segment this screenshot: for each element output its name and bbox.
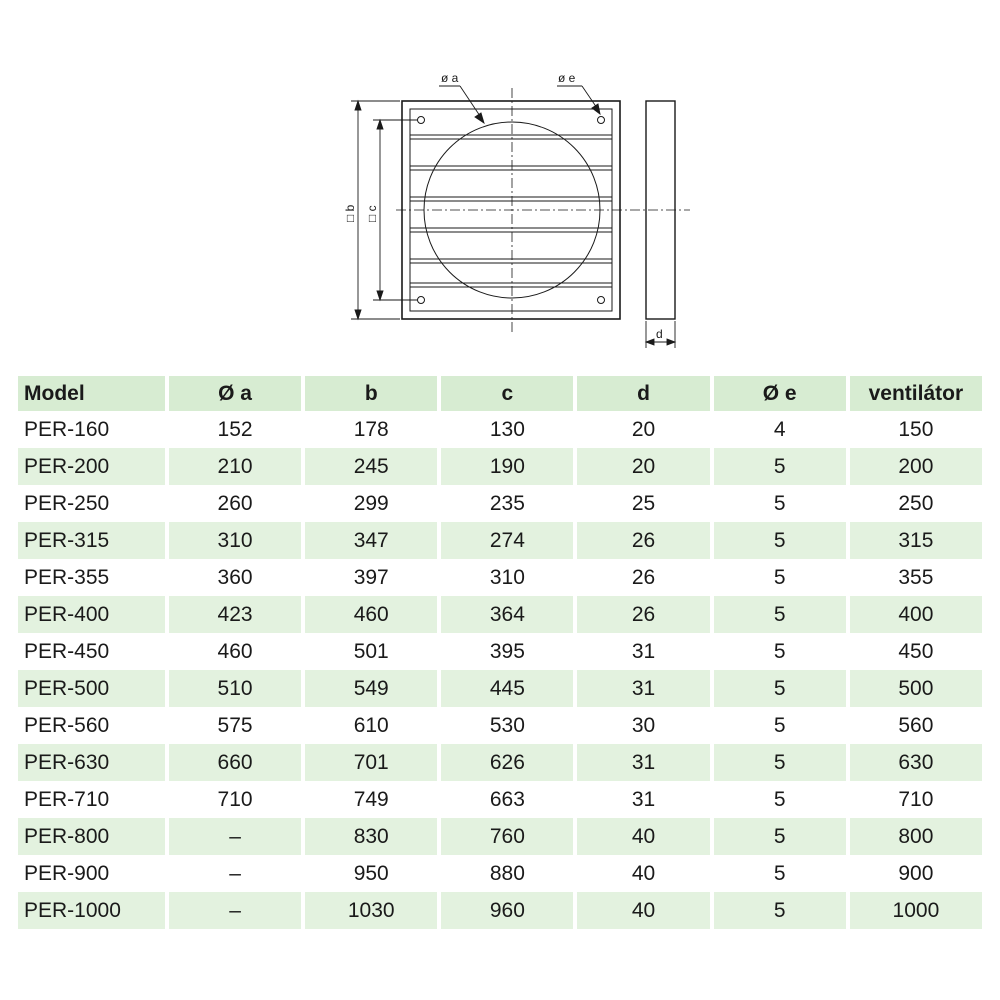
table-cell: 460 bbox=[217, 639, 253, 663]
table-cell: 40 bbox=[577, 818, 709, 855]
table-row bbox=[18, 596, 982, 633]
table-cell: 400 bbox=[850, 596, 982, 633]
header-b: b bbox=[305, 376, 437, 411]
table-cell: 5 bbox=[714, 670, 846, 707]
table-cell: PER-450 bbox=[24, 639, 110, 663]
table-cell: 575 bbox=[217, 713, 253, 737]
table-cell: 299 bbox=[353, 491, 389, 515]
table-cell: 5 bbox=[773, 787, 786, 811]
table-cell: 960 bbox=[441, 892, 573, 929]
table-cell: 20 bbox=[631, 417, 656, 441]
table-cell: 710 bbox=[217, 787, 253, 811]
table-row bbox=[18, 411, 982, 448]
table-row bbox=[18, 744, 982, 781]
header-d: d bbox=[577, 376, 709, 411]
table-cell: PER-400 bbox=[18, 596, 165, 633]
table-row bbox=[18, 707, 982, 744]
table-cell: PER-500 bbox=[18, 670, 165, 707]
table-cell: 190 bbox=[441, 448, 573, 485]
label-d: d bbox=[656, 327, 663, 341]
table-cell: 710 bbox=[898, 787, 934, 811]
table-cell: 1000 bbox=[850, 892, 982, 929]
table-row bbox=[18, 818, 982, 855]
table-cell: 4 bbox=[773, 417, 786, 441]
table-cell: 423 bbox=[169, 596, 301, 633]
table-cell: 30 bbox=[631, 713, 656, 737]
grille-dimension-diagram bbox=[330, 60, 700, 360]
table-cell: 1030 bbox=[305, 892, 437, 929]
table-cell: PER-630 bbox=[18, 744, 165, 781]
label-b: □ b bbox=[343, 204, 357, 222]
table-cell: 5 bbox=[714, 522, 846, 559]
table-row bbox=[18, 670, 982, 707]
table-cell: 460 bbox=[305, 596, 437, 633]
table-cell: 663 bbox=[489, 787, 525, 811]
table-cell: PER-355 bbox=[24, 565, 110, 589]
table-header-row bbox=[18, 376, 982, 411]
table-cell: 31 bbox=[631, 787, 656, 811]
table-row bbox=[18, 633, 982, 670]
header-ventilator: ventilátor bbox=[850, 376, 982, 411]
table-cell: – bbox=[169, 892, 301, 929]
table-cell: 5 bbox=[714, 448, 846, 485]
table-cell: PER-250 bbox=[24, 491, 110, 515]
table-cell: 5 bbox=[773, 565, 786, 589]
leader-a bbox=[439, 86, 484, 123]
table-cell: 310 bbox=[169, 522, 301, 559]
table-row bbox=[18, 781, 982, 818]
table-cell: 880 bbox=[489, 861, 525, 885]
table-cell: 395 bbox=[489, 639, 525, 663]
table-cell: 5 bbox=[773, 713, 786, 737]
table-cell: 150 bbox=[898, 417, 934, 441]
table-cell: 31 bbox=[631, 639, 656, 663]
table-cell: 200 bbox=[850, 448, 982, 485]
table-row bbox=[18, 559, 982, 596]
table-cell: 500 bbox=[850, 670, 982, 707]
table-cell: 26 bbox=[577, 522, 709, 559]
table-cell: 5 bbox=[773, 639, 786, 663]
table-cell: 5 bbox=[714, 818, 846, 855]
table-row bbox=[18, 892, 982, 929]
table-cell: PER-800 bbox=[18, 818, 165, 855]
table-cell: 501 bbox=[353, 639, 389, 663]
table-cell: 510 bbox=[169, 670, 301, 707]
table-cell: PER-160 bbox=[24, 417, 110, 441]
header-c: c bbox=[441, 376, 573, 411]
table-cell: 5 bbox=[714, 892, 846, 929]
header-model: Model bbox=[18, 376, 165, 411]
table-cell: 900 bbox=[898, 861, 934, 885]
dimension-table bbox=[14, 376, 986, 929]
table-cell: 950 bbox=[353, 861, 389, 885]
table-row bbox=[18, 855, 982, 892]
table-cell: 5 bbox=[773, 861, 786, 885]
table-cell: 178 bbox=[353, 417, 389, 441]
table-cell: 250 bbox=[898, 491, 934, 515]
table-cell: 610 bbox=[353, 713, 389, 737]
table-cell: 31 bbox=[577, 744, 709, 781]
table-cell: 130 bbox=[489, 417, 525, 441]
table-row bbox=[18, 522, 982, 559]
table-row bbox=[18, 448, 982, 485]
table-cell: 760 bbox=[441, 818, 573, 855]
table-cell: 245 bbox=[305, 448, 437, 485]
table-cell: 235 bbox=[489, 491, 525, 515]
label-c: □ c bbox=[365, 205, 379, 222]
table-cell: 701 bbox=[305, 744, 437, 781]
table-cell: 315 bbox=[850, 522, 982, 559]
label-a: ø a bbox=[441, 71, 459, 85]
header-diameter-e: Ø e bbox=[714, 376, 846, 411]
table-cell: 450 bbox=[898, 639, 934, 663]
table-cell: 260 bbox=[217, 491, 253, 515]
table-cell: 26 bbox=[577, 596, 709, 633]
table-cell: 530 bbox=[489, 713, 525, 737]
table-cell: 40 bbox=[577, 892, 709, 929]
table-cell: 5 bbox=[773, 491, 786, 515]
header-diameter-a: Ø a bbox=[169, 376, 301, 411]
table-cell: 152 bbox=[217, 417, 253, 441]
table-cell: 445 bbox=[441, 670, 573, 707]
label-e: ø e bbox=[558, 71, 576, 85]
table-row bbox=[18, 485, 982, 522]
table-cell: 274 bbox=[441, 522, 573, 559]
table-cell: 397 bbox=[353, 565, 389, 589]
table-cell: 20 bbox=[577, 448, 709, 485]
table-cell: – bbox=[169, 818, 301, 855]
table-cell: 5 bbox=[714, 596, 846, 633]
table-cell: 660 bbox=[169, 744, 301, 781]
table-cell: PER-560 bbox=[24, 713, 110, 737]
table-cell: 364 bbox=[441, 596, 573, 633]
table-cell: PER-900 bbox=[24, 861, 110, 885]
table-cell: 800 bbox=[850, 818, 982, 855]
table-cell: 347 bbox=[305, 522, 437, 559]
table-cell: PER-1000 bbox=[18, 892, 165, 929]
table-cell: – bbox=[229, 861, 241, 885]
table-cell: 355 bbox=[898, 565, 934, 589]
table-cell: 749 bbox=[353, 787, 389, 811]
table-cell: 40 bbox=[631, 861, 656, 885]
table-cell: 5 bbox=[714, 744, 846, 781]
table-cell: 830 bbox=[305, 818, 437, 855]
table-body bbox=[18, 411, 982, 929]
table-cell: 630 bbox=[850, 744, 982, 781]
table-cell: PER-315 bbox=[18, 522, 165, 559]
table-cell: 26 bbox=[631, 565, 656, 589]
table-cell: PER-710 bbox=[24, 787, 110, 811]
table-cell: 549 bbox=[305, 670, 437, 707]
leader-e bbox=[557, 86, 600, 114]
table-cell: 210 bbox=[169, 448, 301, 485]
table-cell: 560 bbox=[898, 713, 934, 737]
table-cell: 25 bbox=[631, 491, 656, 515]
table-cell: PER-200 bbox=[18, 448, 165, 485]
dimension-c bbox=[373, 120, 418, 300]
table-cell: 31 bbox=[577, 670, 709, 707]
table-cell: 360 bbox=[217, 565, 253, 589]
table-cell: 626 bbox=[441, 744, 573, 781]
table-cell: 310 bbox=[489, 565, 525, 589]
